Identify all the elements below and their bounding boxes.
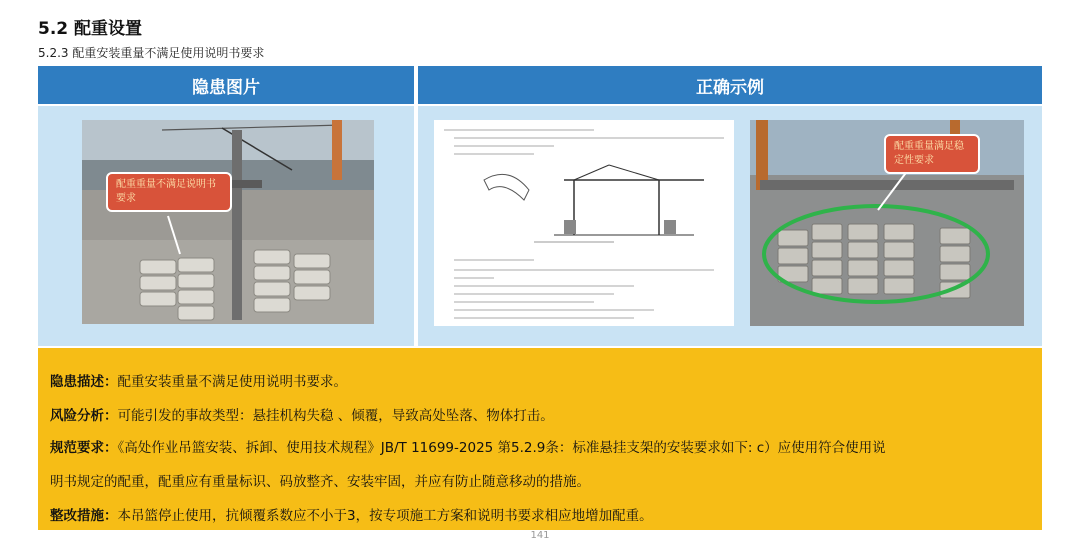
standard-text-line2: 明书规定的配重，配重应有重量标识、码放整齐、安装牢固，并应有防止随意移动的措施。: [50, 474, 590, 490]
hazard-detail-box: [38, 348, 1042, 530]
standard-label: 规范要求：: [50, 440, 118, 456]
subsection-title: 5.2.3 配重安装重量不满足使用说明书要求: [38, 46, 265, 60]
rectify-text: 本吊篮停止使用，抗倾覆系数应不小于3，按专项施工方案和说明书要求相应地增加配重。: [117, 508, 653, 524]
correct-callout: 配重重量满足稳定性要求: [884, 134, 980, 174]
standard-document-image: [434, 120, 734, 326]
hazard-callout: 配重重量不满足说明书要求: [106, 172, 232, 212]
correct-example-header: 正确示例: [418, 66, 1042, 104]
hazard-description: [50, 370, 347, 390]
page-number: 141: [530, 530, 550, 541]
standard-text-line1: 《高处作业吊篮安装、拆卸、使用技术规程》JB/T 11699-2025 第5.2.9条：标准悬挂支架的安装要求如下: c）应使用符合使用说: [117, 440, 886, 456]
hazard-image-header: 隐患图片: [38, 66, 414, 104]
standard-requirement: [50, 436, 886, 456]
section-title: 5.2 配重设置: [38, 19, 143, 39]
description-label: 隐患描述：: [50, 374, 118, 390]
rectification-measures: [50, 504, 653, 524]
risk-analysis: [50, 404, 554, 424]
standard-requirement-continued: [50, 470, 590, 490]
image-row: [38, 106, 1042, 346]
table-header-row: [38, 66, 1042, 104]
description-text: 配重安装重量不满足使用说明书要求。: [117, 374, 347, 390]
hazard-photo: [82, 120, 374, 324]
risk-text: 可能引发的事故类型：悬挂机构失稳 、倾覆，导致高处坠落、物体打击。: [117, 408, 554, 424]
rectify-label: 整改措施：: [50, 508, 118, 524]
correct-example-panel: [418, 106, 1042, 346]
hazard-image-panel: [38, 106, 414, 346]
risk-label: 风险分析：: [50, 408, 118, 424]
